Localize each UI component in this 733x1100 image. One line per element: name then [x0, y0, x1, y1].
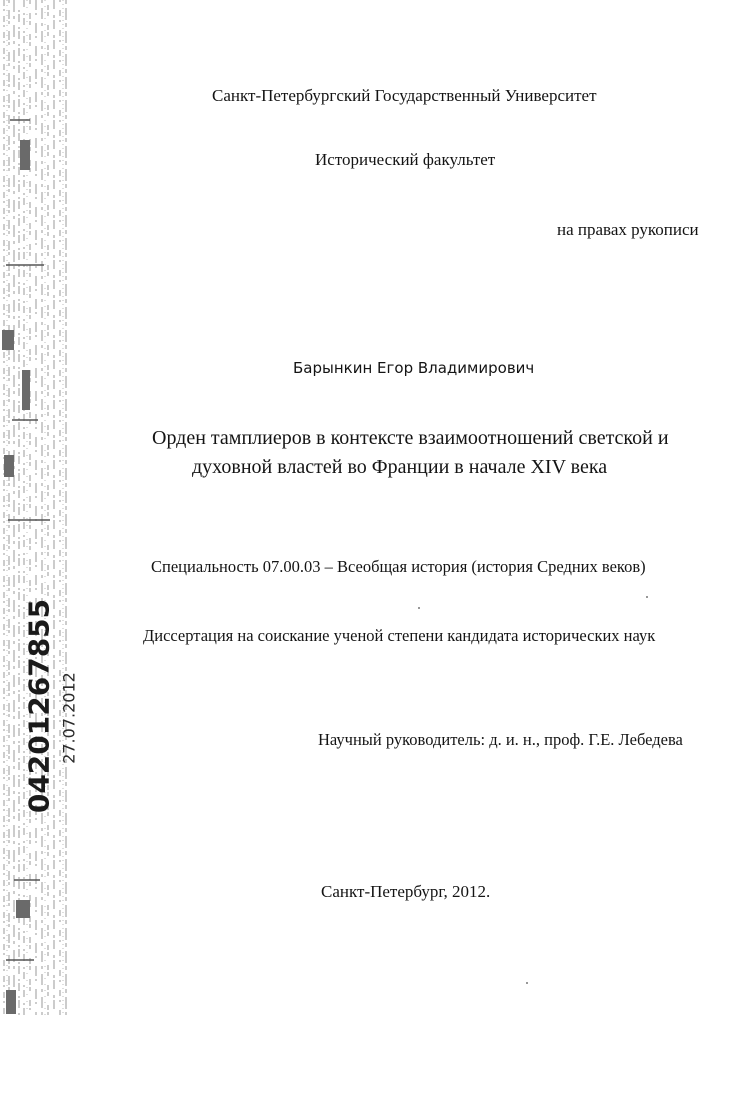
scan-speck [526, 982, 528, 984]
archive-stamp-number: 04201267855 [22, 598, 56, 814]
manuscript-note: на правах рукописи [557, 220, 699, 239]
thesis-title-line-1: Орден тамплиеров в контексте взаимоотношений светской и [152, 427, 669, 449]
place-year-line: Санкт-Петербург, 2012. [321, 882, 491, 901]
university-name: Санкт-Петербургский Государственный Университет [212, 86, 597, 105]
thesis-title-line-2: духовной властей во Франции в начале XIV века [192, 456, 608, 478]
specialty-line: Специальность 07.00.03 – Всеобщая история (история Средних веков) [151, 557, 646, 576]
scan-speck [646, 596, 648, 598]
degree-line: Диссертация на соискание ученой степени кандидата исторических наук [143, 626, 656, 645]
supervisor-line: Научный руководитель: д. и. н., проф. Г.Е. Лебедева [318, 730, 683, 749]
scan-margin-artifact [0, 0, 72, 1020]
scan-noise-lines [0, 0, 72, 1020]
scan-speck [418, 607, 420, 609]
author-name: Барынкин Егор Владимирович [293, 359, 535, 377]
archive-stamp-date: 27.07.2012 [59, 672, 79, 764]
faculty-name: Исторический факультет [315, 150, 496, 169]
